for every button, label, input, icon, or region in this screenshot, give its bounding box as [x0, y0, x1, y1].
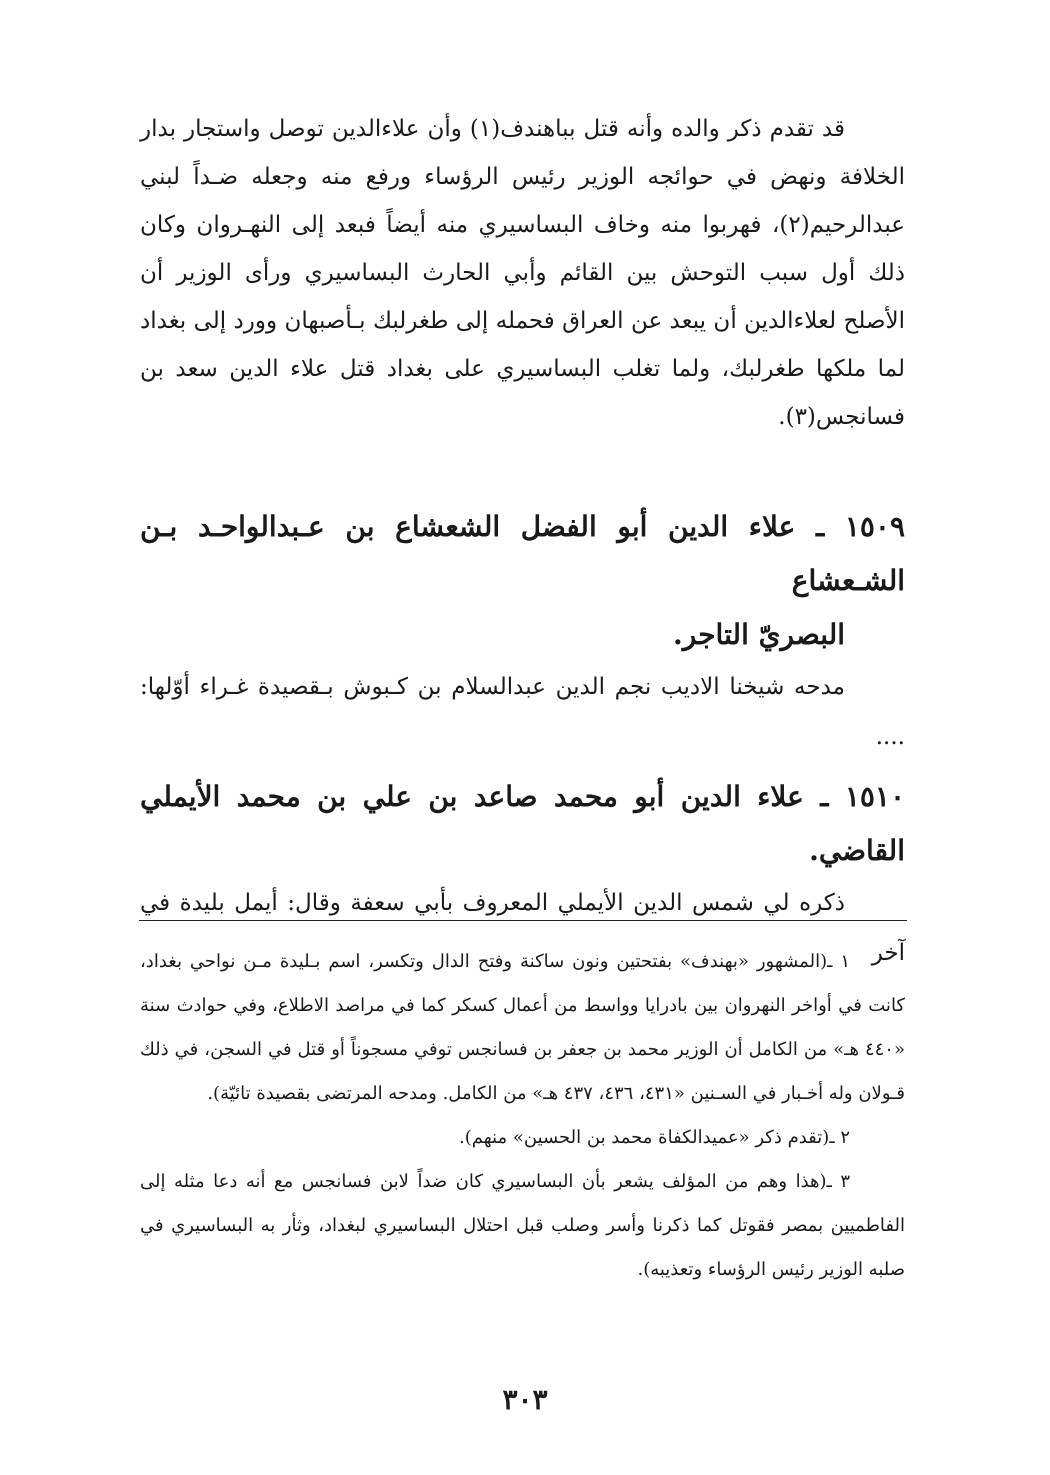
- entry-1509-heading-line1: ١٥٠٩ ـ علاء الدين أبو الفضل الشعشاع بن عـبدالواحـد بـن الشـعشاع: [140, 510, 905, 597]
- footnote-1: ١ ـ(المشهور «بهندف» بفتحتين ونون ساكنة وفتح الدال وتكسر، اسم بـليدة مـن نواحي بغداد، كانت في أواخر النهروان بين بادرايا وواسط من أعمال كسكر كما في مراصد الاطلاع، وفي حوادث سنة «٤٤٠ هـ» من الكامل أن الوزير محمد بن جعفر بن فسانجس توفي مسجوناً أو قتل في السجن، في ذلك قـولان وله أخـبار في السـنين «٤٣١، ٤٣٦، ٤٣٧ هـ» من الكامل. ومدحه المرتضى بقصيدة تائيّة).: [140, 951, 905, 1104]
- entry-1510-heading: ١٥١٠ ـ علاء الدين أبو محمد صاعد بن علي بن محمد الأيملي القاضي.: [140, 780, 905, 867]
- entry-1509-heading: [140, 500, 905, 662]
- footnote-3: ٣ ـ(هذا وهم من المؤلف يشعر بأن البساسيري كان ضداً لابن فسانجس مع أنه دعا مثله إلى الفاطميين بمصر فقوتل كما ذكرنا وأسر وصلب قبل احتلال البساسيري لبغداد، وثأر به البساسيري في صلبه الوزير رئيس الرؤساء وتعذيبه).: [140, 1171, 905, 1280]
- entry-1510-text: ذكره لي شمس الدين الأيملي المعروف بأبي سعفة وقال: أيمل بليدة في آخر: [140, 890, 905, 966]
- footnote-divider: [139, 920, 907, 921]
- intro-paragraph: قد تقدم ذكر والده وأنه قتل بباهندف(١) وأن علاءالدين توصل واستجار بدار الخلافة ونهض في حوائجه الوزير رئيس الرؤساء ورفع منه وجعله ضـداً لبني عبدالرحيم(٢)، فهربوا منه وخاف البساسيري منه أيضاً فبعد إلى النهـروان وكان ذلك أول سبب التوحش بين القائم وأبي الحارث البساسيري ورأى الوزير أن الأصلح لعلاءالدين أن يبعد عن العراق فحمله إلى طغرلبك بـأصبهان وورد إلى بغداد لما ملكها طغرلبك، ولما تغلب البساسيري على بغداد قتل علاء الدين سعد بن فسانجس(٣).: [140, 116, 905, 430]
- page-number: ٣٠٣: [502, 1383, 548, 1416]
- footnotes: [140, 940, 905, 1292]
- footnote-2: ٢ ـ(تقدم ذكر «عميدالكفاة محمد بن الحسين» منهم).: [459, 1127, 850, 1148]
- entry-1509-text: مدحه شيخنا الاديب نجم الدين عبدالسلام بن كـبوش بـقصيدة غـراء أوّلها: ....: [140, 674, 905, 750]
- entry-1509-heading-line2: البصريّ التاجر.: [673, 618, 845, 651]
- entry-1509: [140, 500, 905, 762]
